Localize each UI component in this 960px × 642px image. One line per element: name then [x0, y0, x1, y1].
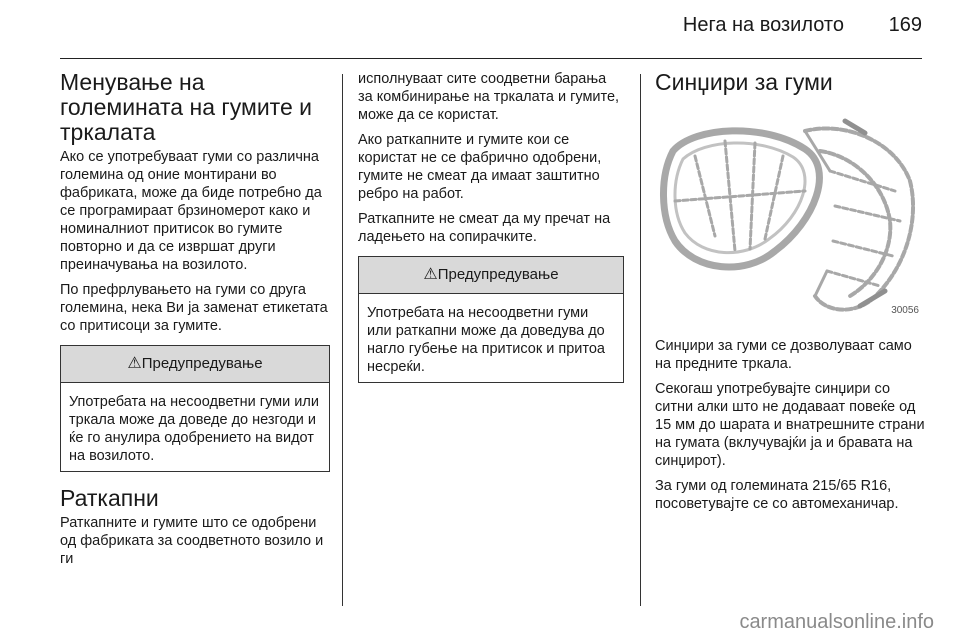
warning-icon: ⚠: [127, 355, 142, 372]
warning-header: [359, 257, 623, 294]
warning-body: [61, 383, 329, 471]
paragraph: По префрлувањето на гуми со друга големина, нека Ви ја заменат етикетата со притисоци за гумите.: [60, 282, 328, 334]
column-2: [358, 70, 624, 397]
paragraph: Ако се употребуваат гуми со различна големина од оние монтирани во фабриката, може да биде потребно да се програмираат брзиномерот како и номиналниот притисок во гумите повторно и да се извршат други преиначувања на возилото.: [60, 149, 322, 273]
snow-chain-drawing: [655, 111, 921, 317]
warning-text: Употребата на несоодветни гуми или тркала може да доведе до незгоди и ќе го анулира одобрението на видот на возилото.: [69, 394, 319, 464]
column-3: [655, 70, 925, 520]
warning-title: Предупредување: [141, 355, 263, 372]
header-divider: [60, 58, 922, 59]
figure-number: 30056: [891, 305, 919, 316]
column-divider-1: [342, 74, 343, 606]
warning-box: [358, 256, 624, 383]
paragraph: Ако раткапните и гумите кои се користат не се фабрично одобрени, гумите не смеат да имаат заштитно ребро на работ.: [358, 132, 602, 202]
column-1: [60, 70, 330, 575]
paragraph: Раткапните не смеат да му пречат на ладењето на сопирачките.: [358, 211, 611, 245]
watermark: carmanualsonline.info: [739, 611, 934, 633]
warning-title: Предупредување: [437, 266, 559, 283]
running-header-title: Нега на возилото: [682, 14, 844, 36]
warning-text: Употребата на несоодветни гуми или раткапни може да доведува до нагло губење на притисок и притоа несреќи.: [367, 305, 605, 375]
warning-header: [61, 346, 329, 383]
warning-icon: ⚠: [423, 266, 438, 283]
section-heading-tire-size: Менување на големината на гумите и тркалата: [60, 69, 312, 145]
paragraph: исполнуваат сите соодветни барања за комбинирање на тркалата и гумите, може да се користат.: [358, 71, 620, 123]
paragraph: Раткапните и гумите што се одобрени од фабриката за соодветното возило и ги: [60, 515, 324, 567]
section-heading-hubcaps: Раткапни: [60, 485, 159, 511]
paragraph: За гуми од големината 215/65 R16, посоветувајте се со автомеханичар.: [655, 478, 899, 512]
column-divider-2: [640, 74, 641, 606]
warning-body: [359, 294, 623, 382]
paragraph: Синџири за гуми се дозволуваат само на предните тркала.: [655, 338, 912, 372]
warning-box: [60, 345, 330, 472]
paragraph: Секогаш употребувајте синџири со ситни алки што не додаваат повеќе од 15 мм до шарата и внатрешните страни на гумата (вклучувајќи ја и бравата на синџирот).: [655, 381, 925, 469]
page-number: 169: [888, 14, 922, 36]
snow-chain-illustration: [655, 111, 925, 317]
section-heading-snow-chains: Синџири за гуми: [655, 69, 833, 95]
